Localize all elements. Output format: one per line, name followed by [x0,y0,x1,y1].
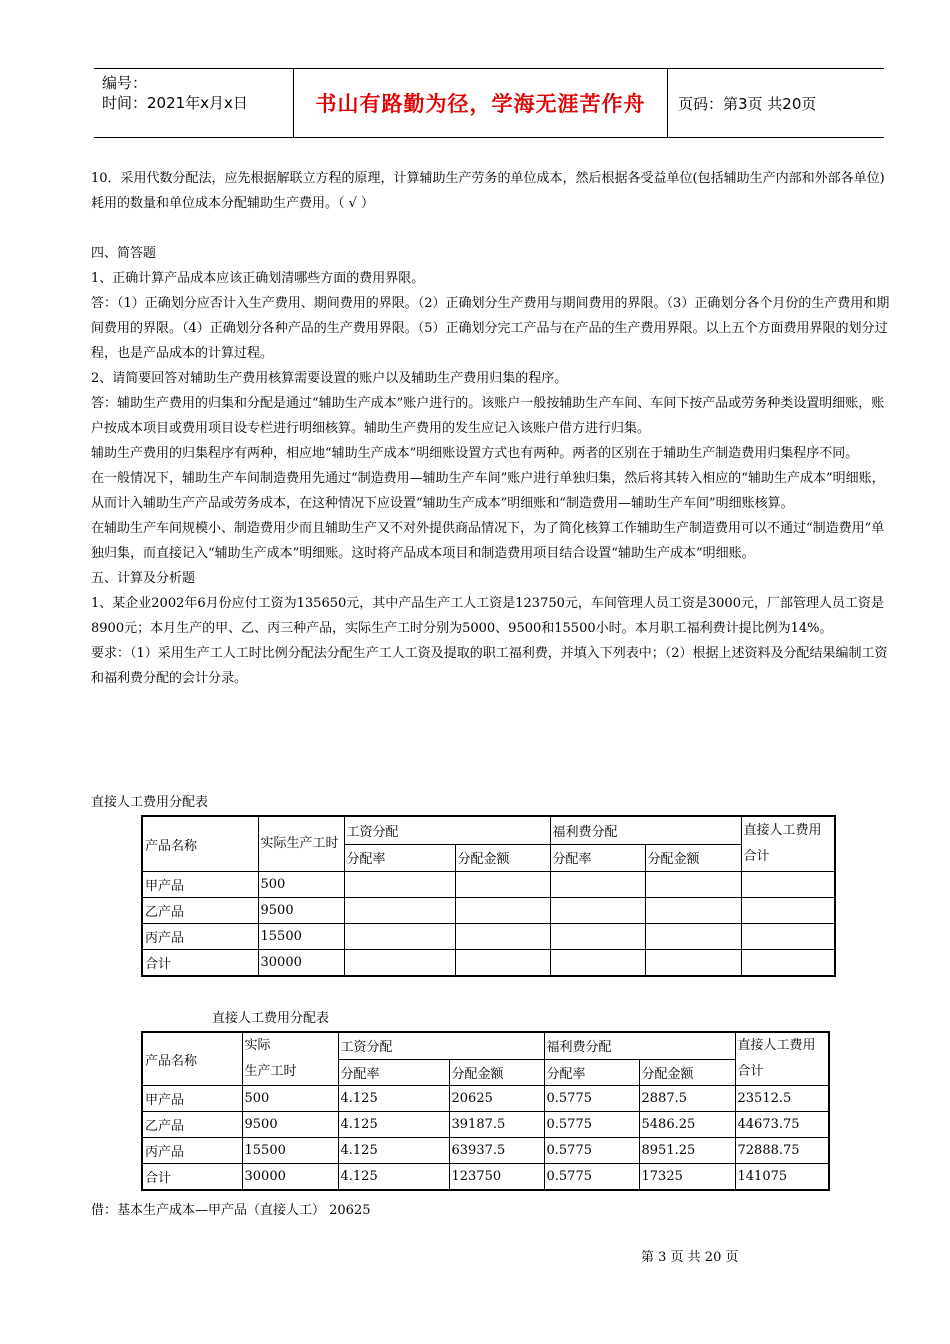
cell-welfare-amount: 8951.25 [639,1138,735,1164]
cell-wage-rate: 4.125 [338,1086,449,1112]
cell-hours: 500 [242,1086,338,1112]
table-row [142,1138,829,1164]
body-text [91,166,897,691]
table1-caption: 直接人工费用分配表 [91,795,209,810]
cell-welfare-rate: 0.5775 [544,1086,639,1112]
header-wage-amount: 分配金额 [449,1059,544,1086]
header-wage: 工资分配 [338,1032,544,1059]
cell-product: 甲产品 [142,1086,242,1112]
header-hours-line2: 生产工时 [244,1064,297,1079]
cell-product: 合计 [142,1164,242,1191]
header-total: 直接人工费用合计 [735,1032,829,1086]
cell-product: 乙产品 [142,1112,242,1138]
header-product: 产品名称 [142,816,258,872]
cell-hours: 9500 [258,898,344,924]
answer: 答：辅助生产费用的归集和分配是通过“辅助生产成本”账户进行的。该账户一般按辅助生产车间、车间下按产品或劳务种类设置明细账，账户按成本项目或费用项目设专栏进行明细核算。辅助生产费用的发生应记入该账户借方进行归集。 [91,396,885,436]
cell-total [741,872,835,898]
cell-wage-amount [455,872,550,898]
cell-product: 丙产品 [142,924,258,950]
table-row [142,872,835,898]
table-row [142,1112,829,1138]
header-welfare-rate: 分配率 [544,1059,639,1086]
header-motto-cell [294,69,668,137]
cell-total [741,898,835,924]
table1-wrapper [141,815,836,977]
cell-total: 44673.75 [735,1112,829,1138]
cell-hours: 15500 [242,1138,338,1164]
section-heading: 四、简答题 [91,246,157,261]
cell-welfare-rate: 0.5775 [544,1138,639,1164]
cell-welfare-rate [550,872,645,898]
cell-welfare-rate [550,898,645,924]
table2-wrapper [141,1031,830,1191]
cell-welfare-amount: 5486.25 [639,1112,735,1138]
cell-welfare-amount [645,872,741,898]
section-heading: 五、计算及分析题 [91,571,196,586]
cell-wage-amount: 20625 [449,1086,544,1112]
cell-product: 丙产品 [142,1138,242,1164]
paragraph: 在辅助生产车间规模小、制造费用少而且辅助生产又不对外提供商品情况下，为了简化核算工作辅助生产制造费用可以不通过“制造费用”单独归集，而直接记入“辅助生产成本”明细账。这时将产品成本项目和制造费用项目结合设置“辅助生产成本”明细账。 [91,521,885,561]
cell-wage-rate [344,950,455,977]
cell-wage-amount [455,898,550,924]
header-product: 产品名称 [142,1032,242,1086]
cell-welfare-rate: 0.5775 [544,1112,639,1138]
header-hours-line1: 实际 [244,1038,271,1053]
cell-wage-amount: 63937.5 [449,1138,544,1164]
cell-total: 23512.5 [735,1086,829,1112]
cell-wage-amount [455,950,550,977]
cell-total: 141075 [735,1164,829,1191]
labor-cost-table-blank [141,815,836,977]
cell-hours: 9500 [242,1112,338,1138]
requirement: 要求：（1）采用生产工人工时比例分配法分配生产工人工资及提取的职工福利费，并填入下列表中；（2）根据上述资料及分配结果编制工资和福利费分配的会计分录。 [91,646,888,686]
header-total: 直接人工费用合计 [741,816,835,872]
cell-wage-rate [344,872,455,898]
header-welfare-amount: 分配金额 [645,844,741,872]
page-label: 页码：第3页 共20页 [678,94,817,113]
motto: 书山有路勤为径，学海无涯苦作舟 [315,92,646,116]
header-welfare: 福利费分配 [550,816,741,844]
spacer [91,216,897,241]
paragraph: 10．采用代数分配法，应先根据解联立方程的原理，计算辅助生产劳务的单位成本，然后根据各受益单位(包括辅助生产内部和外部各单位)耗用的数量和单位成本分配辅助生产费用。（ √ ） [91,171,885,211]
cell-welfare-amount [645,898,741,924]
cell-wage-amount: 39187.5 [449,1112,544,1138]
cell-welfare-amount [645,950,741,977]
problem: 1、某企业2002年6月份应付工资为135650元，其中产品生产工人工资是123750元，车间管理人员工资是3000元，厂部管理人员工资是8900元；本月生产的甲、乙、丙三种产品，实际生产工时分别为5000、9500和15500小时。本月职工福利费计提比例为14%。 [91,596,884,636]
question: 1、正确计算产品成本应该正确划清哪些方面的费用界限。 [91,271,425,286]
page-footer: 第 3 页 共 20 页 [641,1250,739,1265]
header-wage-amount: 分配金额 [455,844,550,872]
table2-caption: 直接人工费用分配表 [212,1011,330,1026]
question: 2、请简要回答对辅助生产费用核算需要设置的账户以及辅助生产费用归集的程序。 [91,371,568,386]
cell-welfare-amount [645,924,741,950]
journal-entry: 借：基本生产成本—甲产品（直接人工） 20625 [91,1203,371,1218]
cell-total: 72888.75 [735,1138,829,1164]
cell-total [741,924,835,950]
header-wage: 工资分配 [344,816,550,844]
cell-welfare-amount: 2887.5 [639,1086,735,1112]
cell-welfare-rate: 0.5775 [544,1164,639,1191]
header-hours: 实际生产工时 [258,816,344,872]
header-welfare-rate: 分配率 [550,844,645,872]
cell-welfare-rate [550,950,645,977]
header-wage-rate: 分配率 [338,1059,449,1086]
cell-product: 甲产品 [142,872,258,898]
labor-cost-table-filled [141,1031,830,1191]
cell-total [741,950,835,977]
cell-wage-amount [455,924,550,950]
table-row [142,924,835,950]
cell-welfare-amount: 17325 [639,1164,735,1191]
cell-product: 乙产品 [142,898,258,924]
answer: 答：（1）正确划分应否计入生产费用、期间费用的界限。（2）正确划分生产费用与期间费用的界限。（3）正确划分各个月份的生产费用和期间费用的界限。（4）正确划分各种产品的生产费用界限。（5）正确划分完工产品与在产品的生产费用界限。以上五个方面费用界限的划分过程，也是产品成本的计算过程。 [91,296,890,361]
cell-wage-rate [344,924,455,950]
header-hours [242,1032,338,1086]
cell-hours: 30000 [242,1164,338,1191]
cell-product: 合计 [142,950,258,977]
paragraph: 辅助生产费用的归集程序有两种，相应地“辅助生产成本”明细账设置方式也有两种。两者的区别在于辅助生产制造费用归集程序不同。 [91,446,859,461]
cell-welfare-rate [550,924,645,950]
cell-hours: 15500 [258,924,344,950]
cell-wage-rate: 4.125 [338,1112,449,1138]
cell-wage-rate [344,898,455,924]
header-wage-rate: 分配率 [344,844,455,872]
page-header [94,68,884,138]
table-row [142,898,835,924]
cell-wage-amount: 123750 [449,1164,544,1191]
cell-wage-rate: 4.125 [338,1138,449,1164]
time-label: 时间：2021年x月x日 [102,94,248,112]
table-row [142,1086,829,1112]
header-welfare-amount: 分配金额 [639,1059,735,1086]
header-meta [94,69,294,137]
table-row [142,1164,829,1191]
number-label: 编号： [102,74,148,92]
table-row [142,950,835,977]
cell-hours: 30000 [258,950,344,977]
header-welfare: 福利费分配 [544,1032,735,1059]
cell-wage-rate: 4.125 [338,1164,449,1191]
cell-hours: 500 [258,872,344,898]
paragraph: 在一般情况下，辅助生产车间制造费用先通过“制造费用—辅助生产车间”账户进行单独归集，然后将其转入相应的“辅助生产成本”明细账，从而计入辅助生产产品或劳务成本，在这种情况下应设置“辅助生产成本”明细账和“制造费用—辅助生产车间”明细账核算。 [91,471,885,511]
